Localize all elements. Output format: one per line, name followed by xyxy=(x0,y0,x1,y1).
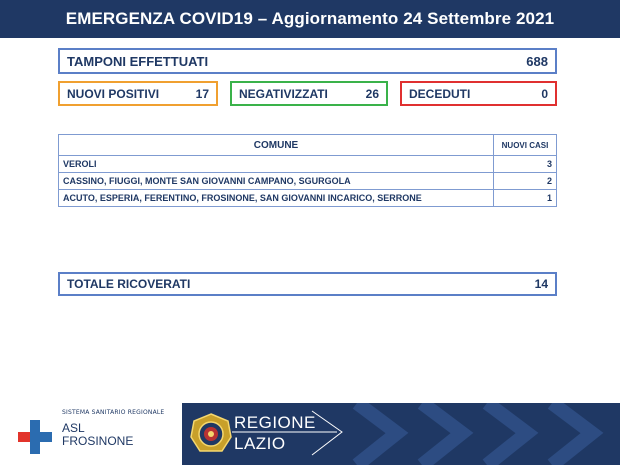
deceduti-box xyxy=(400,81,557,106)
table-header-row xyxy=(59,135,557,156)
asl-subtitle: SISTEMA SANITARIO REGIONALE xyxy=(62,409,165,416)
negativizzati-label: NEGATIVIZZATI xyxy=(239,86,328,101)
tamponi-box xyxy=(58,48,557,74)
table-row xyxy=(59,190,557,207)
deceduti-value: 0 xyxy=(541,86,548,101)
table-row xyxy=(59,156,557,173)
positivi-value: 17 xyxy=(195,86,209,101)
row-casi: 1 xyxy=(494,190,557,207)
page-header xyxy=(0,0,620,38)
regione-label: REGIONE xyxy=(234,413,316,432)
positivi-label xyxy=(67,87,159,101)
comuni-table xyxy=(58,134,557,207)
row-comune: VEROLI xyxy=(59,156,494,173)
table-row xyxy=(59,173,557,190)
tamponi-value: 688 xyxy=(526,53,548,69)
regione-lazio-banner xyxy=(182,403,620,465)
row-comune: ACUTO, ESPERIA, FERENTINO, FROSINONE, SAN GIOVANNI INCARICO, SERRONE xyxy=(59,190,494,207)
positivi-label-a: NUOVI xyxy=(67,86,106,101)
nuovi-positivi-box xyxy=(58,81,218,106)
ricoverati-box xyxy=(58,272,557,296)
asl-name-line1: ASL xyxy=(62,421,85,435)
asl-logo xyxy=(0,403,182,465)
tamponi-label: TAMPONI EFFETTUATI xyxy=(67,53,209,69)
row-comune: CASSINO, FIUGGI, MONTE SAN GIOVANNI CAMPANO, SGURGOLA xyxy=(59,173,494,190)
medical-cross-icon xyxy=(18,420,52,454)
negativizzati-value: 26 xyxy=(365,86,379,101)
ricoverati-value: 14 xyxy=(534,277,548,291)
header-comune: COMUNE xyxy=(59,135,494,156)
lazio-label: LAZIO xyxy=(234,434,286,453)
row-casi: 2 xyxy=(494,173,557,190)
positivi-label-b: POSITIVI xyxy=(105,86,160,101)
row-casi: 3 xyxy=(494,156,557,173)
negativizzati-box xyxy=(230,81,388,106)
ricoverati-label: TOTALE RICOVERATI xyxy=(67,277,191,291)
deceduti-label: DECEDUTI xyxy=(409,86,471,101)
asl-name-line2: FROSINONE xyxy=(62,434,134,448)
header-nuovi-casi: NUOVI CASI xyxy=(494,135,557,156)
page-title: EMERGENZA COVID19 – Aggiornamento 24 Settembre 2021 xyxy=(65,9,555,28)
